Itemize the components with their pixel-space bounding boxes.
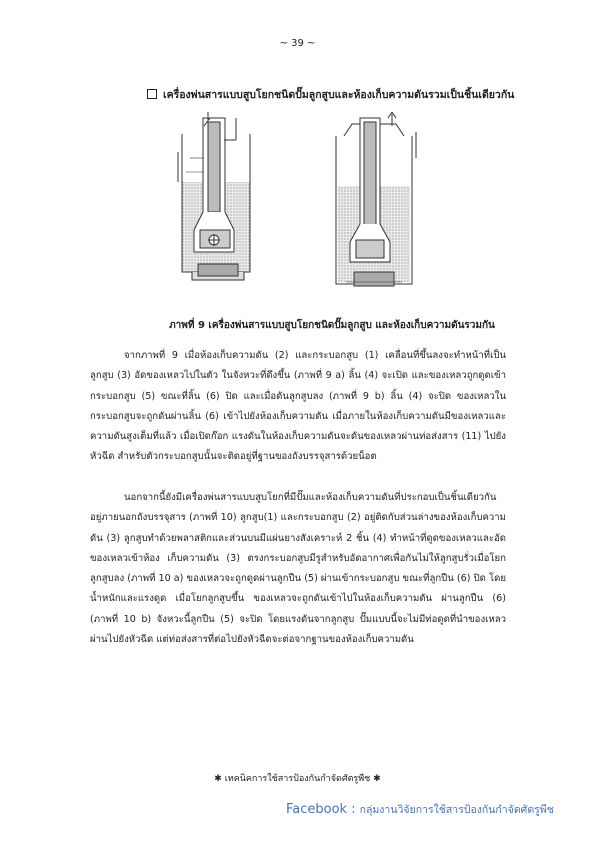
diagram-a: [178, 112, 250, 280]
paragraph-text: นอกจากนี้ยังมีเครื่องพ่นสารแบบสูบโยกที่มีปั๊มและห้องเก็บความดันที่ประกอบเป็นชิ้นเดียวกันอยู่ภายนอกถังบรรจุสาร (ภาพที่ 10) ลูกสูบ(1) และกระบอกสูบ (2) อยู่ติดกับส่วนล่างของห้องเก็บความดัน (3) ลูกสูบทำด้วยพลาสติกและส่วนบนมีแผ่นยางสังเคราะห์ 2 ชิ้น (4) ทำหน้าที่ดูดของเหลวและอัดของเหลวเข้าห้อง เก็บความดัน (3) ตรงกระบอกสูบมีรูสำหรับอัดอากาศเพื่อกันไม่ให้ลูกสูบรั่วเมื่อโยกลูกสูบลง (ภาพที่ 10 a) ของเหลวจะถูกดูดผ่านลูกปืน (5) ผ่านเข้ากระบอกสูบ ขณะที่ลูกปืน (6) ปิด โดยน้ำหนักและแรงดูด เมื่อโยกลูกสูบขึ้น ของเหลวจะถูกดันเข้าไปในห้องเก็บความดัน ผ่านลูกปืน (6) (ภาพที่ 10 b) จังหวะนี้ลูกปืน (5) จะปิด โดยแรงดันจากลูกสูบ ปั๊มแบบนี้จะไม่มีท่อดูดที่นำของเหลวผ่านไปยังหัวฉีด แต่ท่อส่งสารที่ต่อไปยังหัวฉีดจะต่อจากฐานของห้องเก็บความดัน: [90, 492, 506, 646]
footer-note: ✱ เทคนิคการใช้สารป้องกันกำจัดศัตรูพืช ✱: [214, 774, 381, 784]
checkbox-icon: [147, 89, 157, 99]
diagram-b: [336, 112, 416, 286]
paragraph-2: [90, 488, 506, 650]
section-heading: [147, 86, 557, 103]
facebook-group-link[interactable]: กลุ่มงานวิจัยการใช้สารป้องกันกำจัดศัตรูพืช: [359, 804, 554, 816]
paragraph-text: จากภาพที่ 9 เมื่อห้องเก็บความดัน (2) และกระบอกสูบ (1) เคลื่อนที่ขึ้นลงจะทำหน้าที่เป็นลูกสูบ (3) อัดของเหลวไปในตัว ในจังหวะที่ดึงขึ้น (ภาพที่ 9 a) ลิ้น (4) จะเปิด และของเหลวถูกดูดเข้ากระบอกสูบ (5) ขณะที่ลิ้น (6) ปิด และเมื่อดันลูกสูบลง (ภาพที่ 9 b) ลิ้น (4) จะปิด ของเหลวในกระบอกสูบจะถูกดันผ่านลิ้น (6) เข้าไปยังห้องเก็บความดัน เมื่อภายในห้องเก็บความดันมีของเหลวและความดันสูงเต็มที่แล้ว เมื่อเปิดก๊อก แรงดันในห้องเก็บความดันจะดันของเหลวผ่านท่อส่งสาร (11) ไปยังหัวฉีด สำหรับตัวกระบอกสูบนั้นจะติดอยู่ที่ฐานของถังบรรจุสารด้วยน็อต: [90, 350, 506, 463]
facebook-label: Facebook :: [286, 802, 356, 817]
facebook-credit: [286, 801, 586, 818]
sprayer-diagram-figure: [170, 112, 430, 297]
page-number: ~ 39 ~: [279, 38, 316, 49]
paragraph-1: [90, 346, 506, 468]
section-heading-text: เครื่องพ่นสารแบบสูบโยกชนิดปั๊มลูกสูบและห้องเก็บความดันรวมเป็นชิ้นเดียวกัน: [163, 89, 515, 101]
figure-caption: ภาพที่ 9 เครื่องพ่นสารแบบสูบโยกชนิดปั๊มลูกสูบ และห้องเก็บความดันรวมกัน: [169, 320, 495, 331]
